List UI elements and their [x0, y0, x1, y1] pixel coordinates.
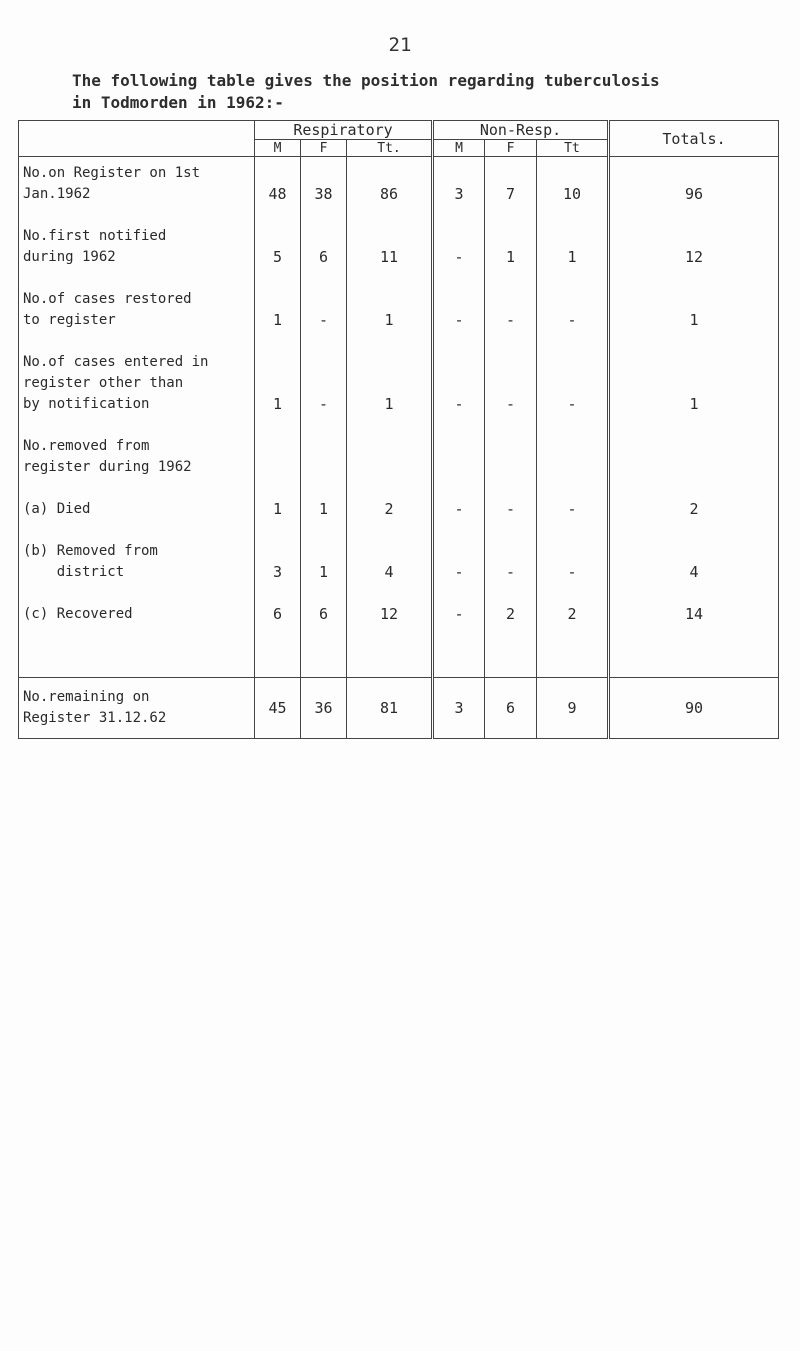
row-value: -: [454, 500, 464, 518]
row-value: 1: [318, 500, 329, 518]
total-row: [19, 678, 779, 739]
tuberculosis-table: [18, 120, 779, 739]
page-number: 21: [388, 34, 412, 56]
row-value: 1: [384, 395, 394, 413]
row-value: 1: [689, 395, 699, 413]
row-value: 14: [684, 605, 704, 623]
table-body-row: [19, 157, 779, 678]
row-value: 2: [689, 500, 699, 518]
col-resp-tt: [347, 157, 433, 678]
row-value: -: [454, 311, 464, 329]
total-totals: 90: [609, 678, 779, 739]
header-totals: Totals.: [609, 121, 779, 157]
row-value: 12: [684, 248, 704, 266]
row-value: -: [567, 563, 577, 581]
intro-text: The following table gives the position regarding tuberculosis in Todmorden in 1962:-: [72, 71, 660, 112]
row-value: [301, 457, 346, 478]
row-value: 38: [314, 185, 333, 203]
row-value: [434, 457, 484, 478]
row-value: -: [505, 311, 516, 329]
row-value: 3: [272, 563, 283, 581]
row-value: 1: [567, 248, 577, 266]
subheader-nonresp-m: M: [433, 140, 485, 157]
header-respiratory: Respiratory: [255, 121, 433, 140]
row-label: (b) Removed from district: [23, 543, 158, 580]
row-value: 1: [272, 311, 283, 329]
row-label: No.removed from register during 1962: [23, 438, 192, 475]
header-blank-cell: [19, 121, 255, 157]
total-resp-f: 36: [301, 678, 347, 739]
row-value: -: [505, 395, 516, 413]
total-resp-m: 45: [255, 678, 301, 739]
row-value: 1: [689, 311, 699, 329]
row-value: [255, 457, 300, 478]
row-label: No.first notified during 1962: [23, 228, 167, 265]
row-value: [537, 457, 607, 478]
row-value: 96: [684, 185, 704, 203]
col-nonresp-f: [485, 157, 537, 678]
row-value: 1: [272, 395, 283, 413]
col-resp-f: [301, 157, 347, 678]
row-value: -: [567, 500, 577, 518]
subheader-resp-tt: Tt.: [347, 140, 433, 157]
row-value: [610, 457, 778, 478]
subheader-resp-m: M: [255, 140, 301, 157]
row-value: [485, 457, 536, 478]
row-value: -: [318, 395, 329, 413]
row-value: 5: [272, 248, 283, 266]
row-value: 6: [318, 248, 329, 266]
row-value: 10: [562, 185, 582, 203]
total-nonresp-tt: 9: [537, 678, 609, 739]
subheader-nonresp-f: F: [485, 140, 537, 157]
subheader-resp-f: F: [301, 140, 347, 157]
col-totals: [609, 157, 779, 678]
row-value: 6: [318, 605, 329, 623]
row-value: 2: [567, 605, 577, 623]
row-value: 1: [384, 311, 394, 329]
total-row-label: No.remaining on Register 31.12.62: [19, 678, 255, 739]
row-value: -: [505, 563, 516, 581]
row-value: -: [567, 311, 577, 329]
row-value: 4: [384, 563, 394, 581]
row-label: No.on Register on 1st Jan.1962: [23, 165, 201, 202]
row-value: -: [505, 500, 516, 518]
row-value: 1: [318, 563, 329, 581]
total-nonresp-m: 3: [433, 678, 485, 739]
row-value: [347, 457, 431, 478]
row-value: 48: [268, 185, 287, 203]
row-value: -: [454, 563, 464, 581]
row-value: 86: [379, 185, 399, 203]
row-label: No.of cases restored to register: [23, 291, 192, 328]
row-value: 1: [272, 500, 283, 518]
row-value: 6: [272, 605, 283, 623]
row-value: 7: [505, 185, 516, 203]
row-label: (c) Recovered: [23, 606, 133, 622]
col-resp-m: [255, 157, 301, 678]
row-value: -: [454, 248, 464, 266]
row-label: No.of cases entered in register other than by notification: [23, 354, 209, 412]
total-resp-tt: 81: [347, 678, 433, 739]
row-value: 12: [379, 605, 399, 623]
row-value: 1: [505, 248, 516, 266]
row-value: -: [454, 395, 464, 413]
row-value: 3: [454, 185, 464, 203]
row-value: 4: [689, 563, 699, 581]
row-labels-cell: [19, 157, 255, 678]
total-nonresp-f: 6: [485, 678, 537, 739]
row-value: 2: [505, 605, 516, 623]
row-value: -: [567, 395, 577, 413]
row-value: 2: [384, 500, 394, 518]
row-value: -: [454, 605, 464, 623]
col-nonresp-tt: [537, 157, 609, 678]
row-value: 11: [379, 248, 399, 266]
subheader-nonresp-tt: Tt: [537, 140, 609, 157]
row-label: (a) Died: [23, 501, 91, 517]
row-value: -: [318, 311, 329, 329]
header-non-resp: Non-Resp.: [433, 121, 609, 140]
col-nonresp-m: [433, 157, 485, 678]
